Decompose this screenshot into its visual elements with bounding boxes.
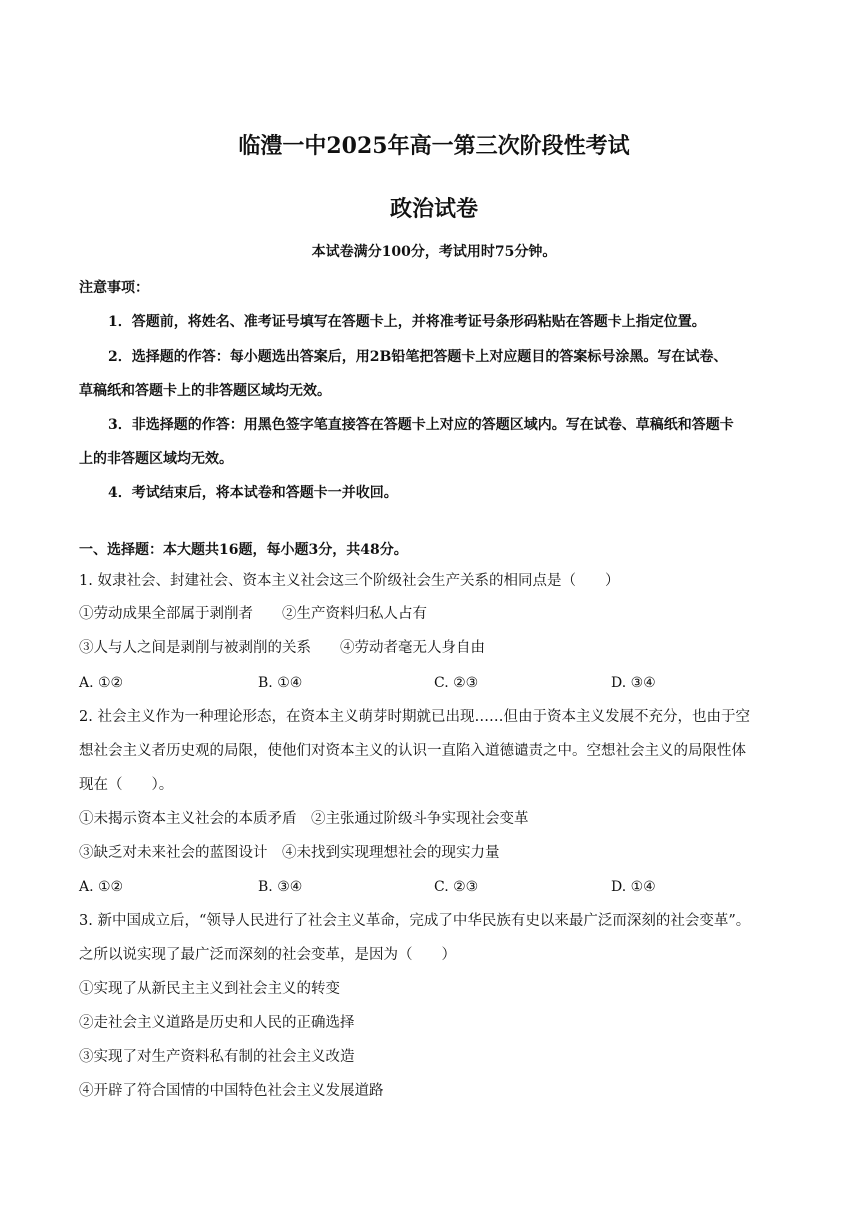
option-c: C. ②③ [434,879,479,895]
option-c: C. ②③ [434,675,479,691]
question-stem: 现在（ ）。 [79,777,174,793]
option-a: A. ①② [79,675,124,691]
question-item: ④开辟了符合国情的中国特色社会主义发展道路 [79,1083,384,1099]
question-stem: 1. 奴隶社会、封建社会、资本主义社会这三个阶级社会生产关系的相同点是（ ） [79,573,620,589]
notice-line: 上的非答题区域均无效。 [79,451,233,467]
question-stem: 之所以说实现了最广泛而深刻的社会变革，是因为（ ） [79,947,456,963]
notice-line: 3．非选择题的作答：用黑色签字笔直接答在答题卡上对应的答题区域内。写在试卷、草稿纸和答题卡 [108,417,734,433]
section-heading: 一、选择题：本大题共16题，每小题3分，共48分。 [79,542,408,558]
notice-line: 4．考试结束后，将本试卷和答题卡一并收回。 [108,485,398,501]
notice-line: 1．答题前，将姓名、准考证号填写在答题卡上，并将准考证号条形码粘贴在答题卡上指定位置。 [108,314,706,330]
option-b: B. ③④ [258,879,303,895]
option-b: B. ①④ [258,675,303,691]
exam-title: 临澧一中2025年高一第三次阶段性考试 [238,133,630,159]
question-stem: 想社会主义者历史观的局限，使他们对资本主义的认识一直陷入道德谴责之中。空想社会主义的局限性体 [79,743,746,759]
notice-heading: 注意事项： [79,280,149,296]
question-item: ③实现了对生产资料私有制的社会主义改造 [79,1049,355,1065]
notice-line: 2．选择题的作答：每小题选出答案后，用2B铅笔把答题卡上对应题目的答案标号涂黑。写在试卷、 [108,349,728,365]
question-item: ①劳动成果全部属于剥削者 ②生产资料归私人占有 [79,606,427,622]
question-stem: 2. 社会主义作为一种理论形态，在资本主义萌芽时期就已出现……但由于资本主义发展不充分，也由于空 [79,709,750,725]
question-item: ③缺乏对未来社会的蓝图设计 ④未找到实现理想社会的现实力量 [79,845,500,861]
question-item: ③人与人之间是剥削与被剥削的关系 ④劳动者毫无人身自由 [79,640,485,656]
question-stem: 3. 新中国成立后，“领导人民进行了社会主义革命，完成了中华民族有史以来最广泛而深刻的社会变革”。 [79,913,751,929]
question-item: ②走社会主义道路是历史和人民的正确选择 [79,1015,355,1031]
subject-title: 政治试卷 [389,196,478,222]
question-item: ①未揭示资本主义社会的本质矛盾 ②主张通过阶级斗争实现社会变革 [79,811,529,827]
option-d: D. ③④ [611,675,656,691]
option-d: D. ①④ [611,879,656,895]
notice-line: 草稿纸和答题卡上的非答题区域均无效。 [79,383,331,399]
question-item: ①实现了从新民主主义到社会主义的转变 [79,981,340,997]
exam-subtitle: 本试卷满分100分，考试用时75分钟。 [311,244,557,260]
option-a: A. ①② [79,879,124,895]
